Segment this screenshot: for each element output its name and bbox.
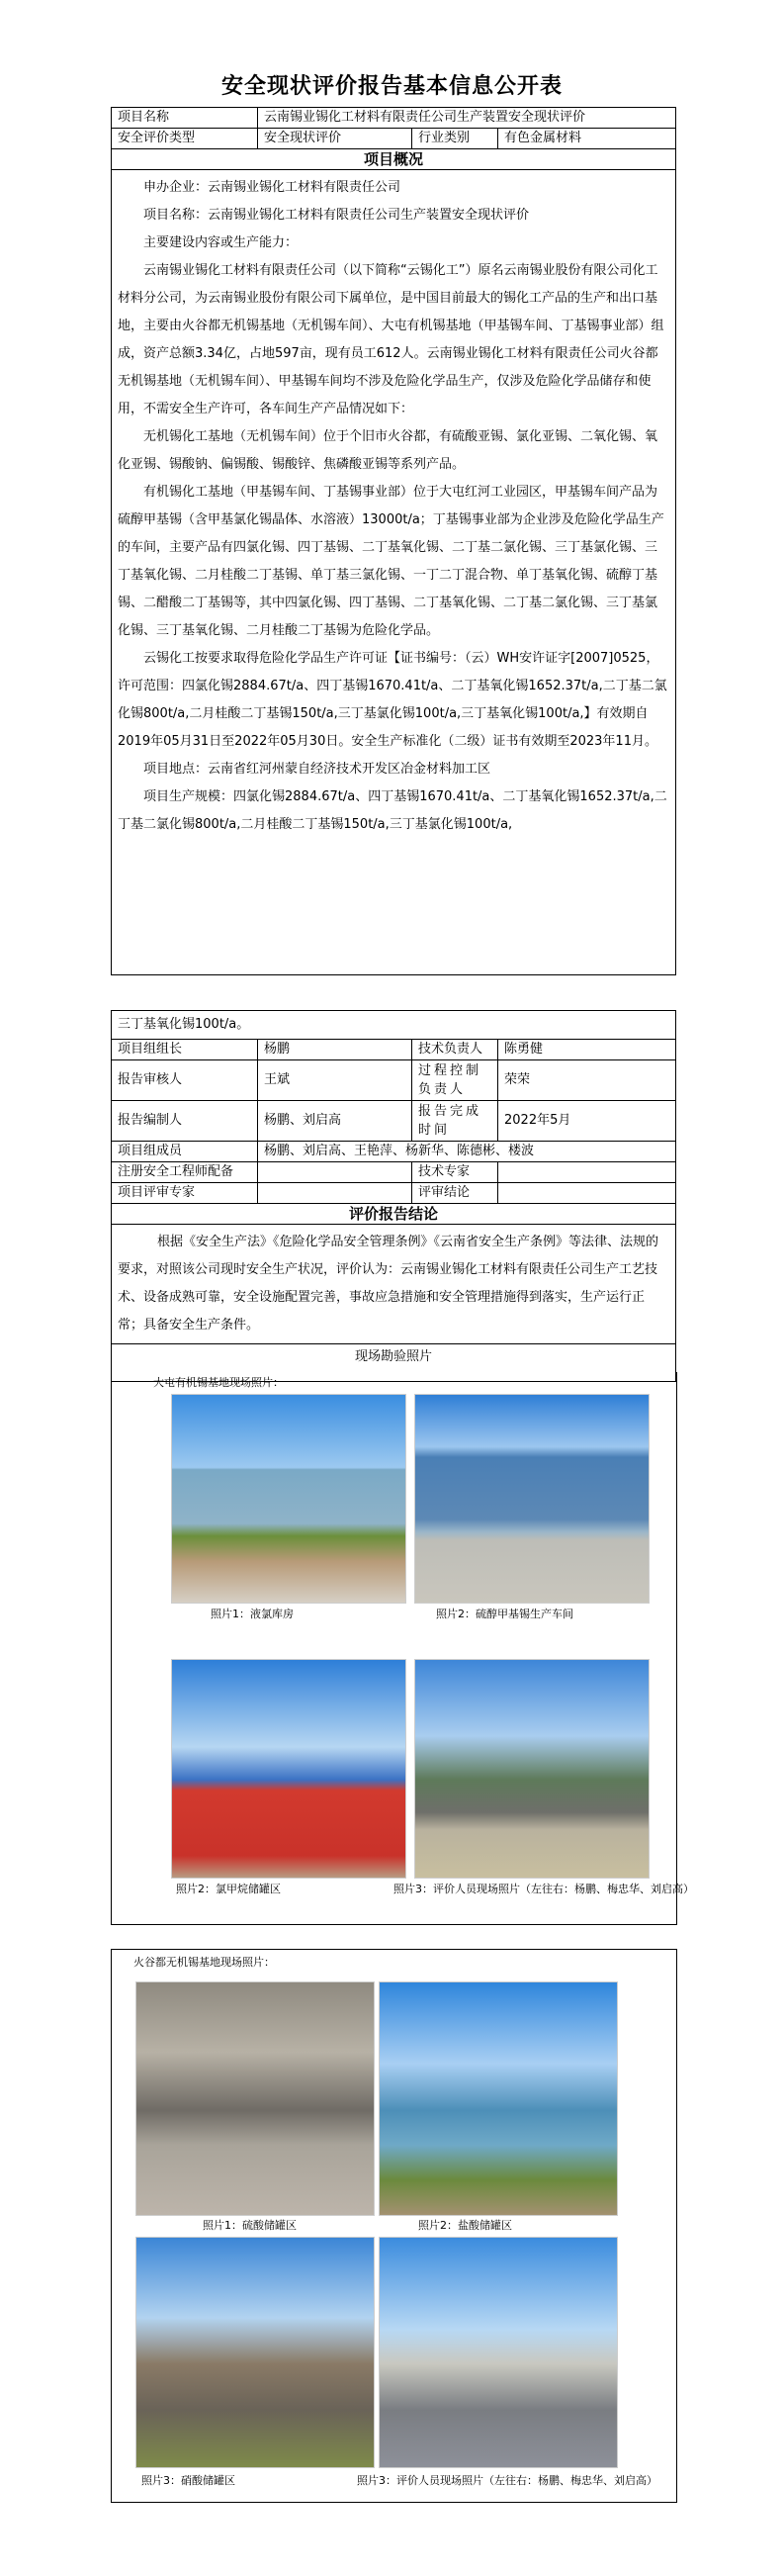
author: 杨鹏、刘启高 [258, 1101, 412, 1142]
members-label: 项目组成员 [112, 1142, 258, 1162]
tech: 陈勇健 [498, 1040, 676, 1060]
conclusion-text: 根据《安全生产法》《危险化学品安全管理条例》《云南省安全生产条例》等法律、法规的要求，对照该公司现时安全生产状况，评价认为：云南锡业锡化工材料有限责任公司生产工艺技术、设备成熟可靠，安全设施配置完善，事故应急措施和安全管理措施得到落实，生产运行正常；具备安全生产条件。 [118, 1235, 659, 1333]
overview-paragraph: 项目名称：云南锡业锡化工材料有限责任公司生产装置安全现状评价 [143, 208, 530, 223]
photo-chloromethane-tank-area [171, 1659, 406, 1879]
conclusion-heading: 评价报告结论 [112, 1204, 676, 1225]
photo-caption: 照片3：评价人员现场照片（左往右：杨鹏、梅忠华、刘启高） [357, 2474, 657, 2487]
project-name-label: 项目名称 [112, 108, 258, 129]
overview-paragraph: 无机锡化工基地（无机锡车间）位于个旧市火谷都，有硫酸亚锡、氯化亚锡、二氧化锡、氧化亚锡、锡酸钠、偏锡酸、锡酸锌、焦磷酸亚锡等系列产品。 [118, 429, 658, 472]
eval-type: 安全现状评价 [258, 129, 412, 149]
expert-label: 技术专家 [412, 1162, 498, 1183]
site2-label: 火谷都无机锡基地现场照片： [133, 1956, 275, 1969]
photos-section-1 [111, 1372, 694, 1925]
photo-caption: 照片2：盐酸储罐区 [418, 2219, 512, 2232]
leader-label: 项目组组长 [112, 1040, 258, 1060]
overview-heading: 项目概况 [112, 149, 676, 170]
expert [498, 1162, 676, 1183]
process-label: 过程控制负责人 [412, 1060, 498, 1101]
overview-paragraph: 云锡化工按要求取得危险化学品生产许可证【证书编号：（云）WH安许证字[2007]0525，许可范围：四氯化锡2884.67t/a、四丁基锡1670.41t/a、二丁基氧化锡1652.37t/a,二丁基二氯化锡800t/a,二月桂酸二丁基锡150t/a,三丁基氯化锡100t/a,三丁基氧化锡100t/a,】有效期自2019年05月31日至2022年05月30日。安全生产标准化（二级）证书有效期至2023年11月。 [118, 651, 667, 749]
review-expert-label: 项目评审专家 [112, 1183, 258, 1204]
date: 2022年5月 [498, 1101, 676, 1142]
photo-caption: 照片3：硝酸储罐区 [141, 2474, 235, 2487]
overview-paragraph: 云南锡业锡化工材料有限责任公司（以下简称“云锡化工”）原名云南锡业股份有限公司化工材料分公司，为云南锡业股份有限公司下属单位，是中国目前最大的锡化工产品的生产和出口基地，主要由火谷都无机锡基地（无机锡车间）、大屯有机锡基地（甲基锡车间、丁基锡事业部）组成，资产总额3.34亿，占地597亩，现有员工612人。云南锡业锡化工材料有限责任公司火谷都无机锡基地（无机锡车间）、甲基锡车间均不涉及危险化学品生产，仅涉及危险化学品储存和使用，不需安全生产许可，各车间生产产品情况如下： [118, 263, 664, 416]
review-conclusion-label: 评审结论 [412, 1183, 498, 1204]
overview-body [112, 170, 676, 975]
overview-paragraph: 项目地点：云南省红河州蒙自经济技术开发区冶金材料加工区 [143, 762, 491, 777]
review-expert [258, 1183, 412, 1204]
eval-type-label: 安全评价类型 [112, 129, 258, 149]
photo-methyltin-workshop [414, 1394, 650, 1604]
photo-caption: 照片3：评价人员现场照片（左往右：杨鹏、梅忠华、刘启高） [393, 1883, 694, 1895]
conclusion-body [112, 1225, 676, 1344]
engineer [258, 1162, 412, 1183]
review-conclusion [498, 1183, 676, 1204]
photo-sulfuric-acid-tank-area [135, 1981, 375, 2216]
photo-caption: 照片2：硫醇甲基锡生产车间 [436, 1608, 573, 1620]
engineer-label: 注册安全工程师配备 [112, 1162, 258, 1183]
reviewer: 王斌 [258, 1060, 412, 1101]
overview-paragraph: 有机锡化工基地（甲基锡车间、丁基锡事业部）位于大屯红河工业园区，甲基锡车间产品为硫醇甲基锡（含甲基氯化锡晶体、水溶液）13000t/a；丁基锡事业部为企业涉及危险化学品生产的车间，主要产品有四氯化锡、四丁基锡、二丁基氧化锡、二丁基二氯化锡、三丁基氯化锡、三丁基氧化锡、二月桂酸二丁基锡、单丁基三氯化锡、一丁二丁混合物、单丁基氧化锡、硫醇丁基锡、二醋酸二丁基锡等，其中四氯化锡、四丁基锡、二丁基氧化锡、二丁基二氯化锡、三丁基氯化锡、三丁基氧化锡、二月桂酸二丁基锡为危险化学品。 [118, 485, 664, 638]
process: 荣荣 [498, 1060, 676, 1101]
photo-caption: 照片1：液氯库房 [211, 1608, 294, 1620]
industry: 有色金属材料 [498, 129, 676, 149]
overview-paragraph: 主要建设内容或生产能力： [143, 235, 299, 250]
overview-continuation: 三丁基氧化锡100t/a。 [112, 1011, 676, 1040]
industry-label: 行业类别 [412, 129, 498, 149]
photos-section-2 [111, 1949, 677, 2503]
date-label: 报告完成时间 [412, 1101, 498, 1142]
photo-caption: 照片2：氯甲烷储罐区 [176, 1883, 281, 1895]
photos-heading: 现场勘验照片 [112, 1344, 676, 1382]
project-name: 云南锡业锡化工材料有限责任公司生产装置安全现状评价 [258, 108, 676, 129]
author-label: 报告编制人 [112, 1101, 258, 1142]
team-table [111, 1010, 676, 1382]
photo-nitric-acid-tank-area [135, 2237, 375, 2468]
overview-paragraph: 申办企业：云南锡业锡化工材料有限责任公司 [143, 180, 401, 195]
photo-evaluators-onsite [414, 1659, 650, 1879]
site1-label: 大屯有机锡基地现场照片： [153, 1376, 284, 1389]
photo-caption: 照片1：硫酸储罐区 [203, 2219, 297, 2232]
page-title: 安全现状评价报告基本信息公开表 [220, 74, 563, 99]
leader: 杨鹏 [258, 1040, 412, 1060]
photo-liquid-chlorine-warehouse [171, 1394, 406, 1604]
members: 杨鹏、刘启高、王艳萍、杨新华、陈德彬、楼波 [258, 1142, 676, 1162]
reviewer-label: 报告审核人 [112, 1060, 258, 1101]
photo-evaluators-onsite-2 [379, 2237, 618, 2468]
overview-paragraph: 项目生产规模：四氯化锡2884.67t/a、四丁基锡1670.41t/a、二丁基氧化锡1652.37t/a,二丁基二氯化锡800t/a,二月桂酸二丁基锡150t/a,三丁基氯化锡100t/a, [118, 789, 667, 832]
photo-hydrochloric-acid-tank-area [379, 1981, 618, 2216]
info-table [111, 107, 676, 975]
tech-label: 技术负责人 [412, 1040, 498, 1060]
